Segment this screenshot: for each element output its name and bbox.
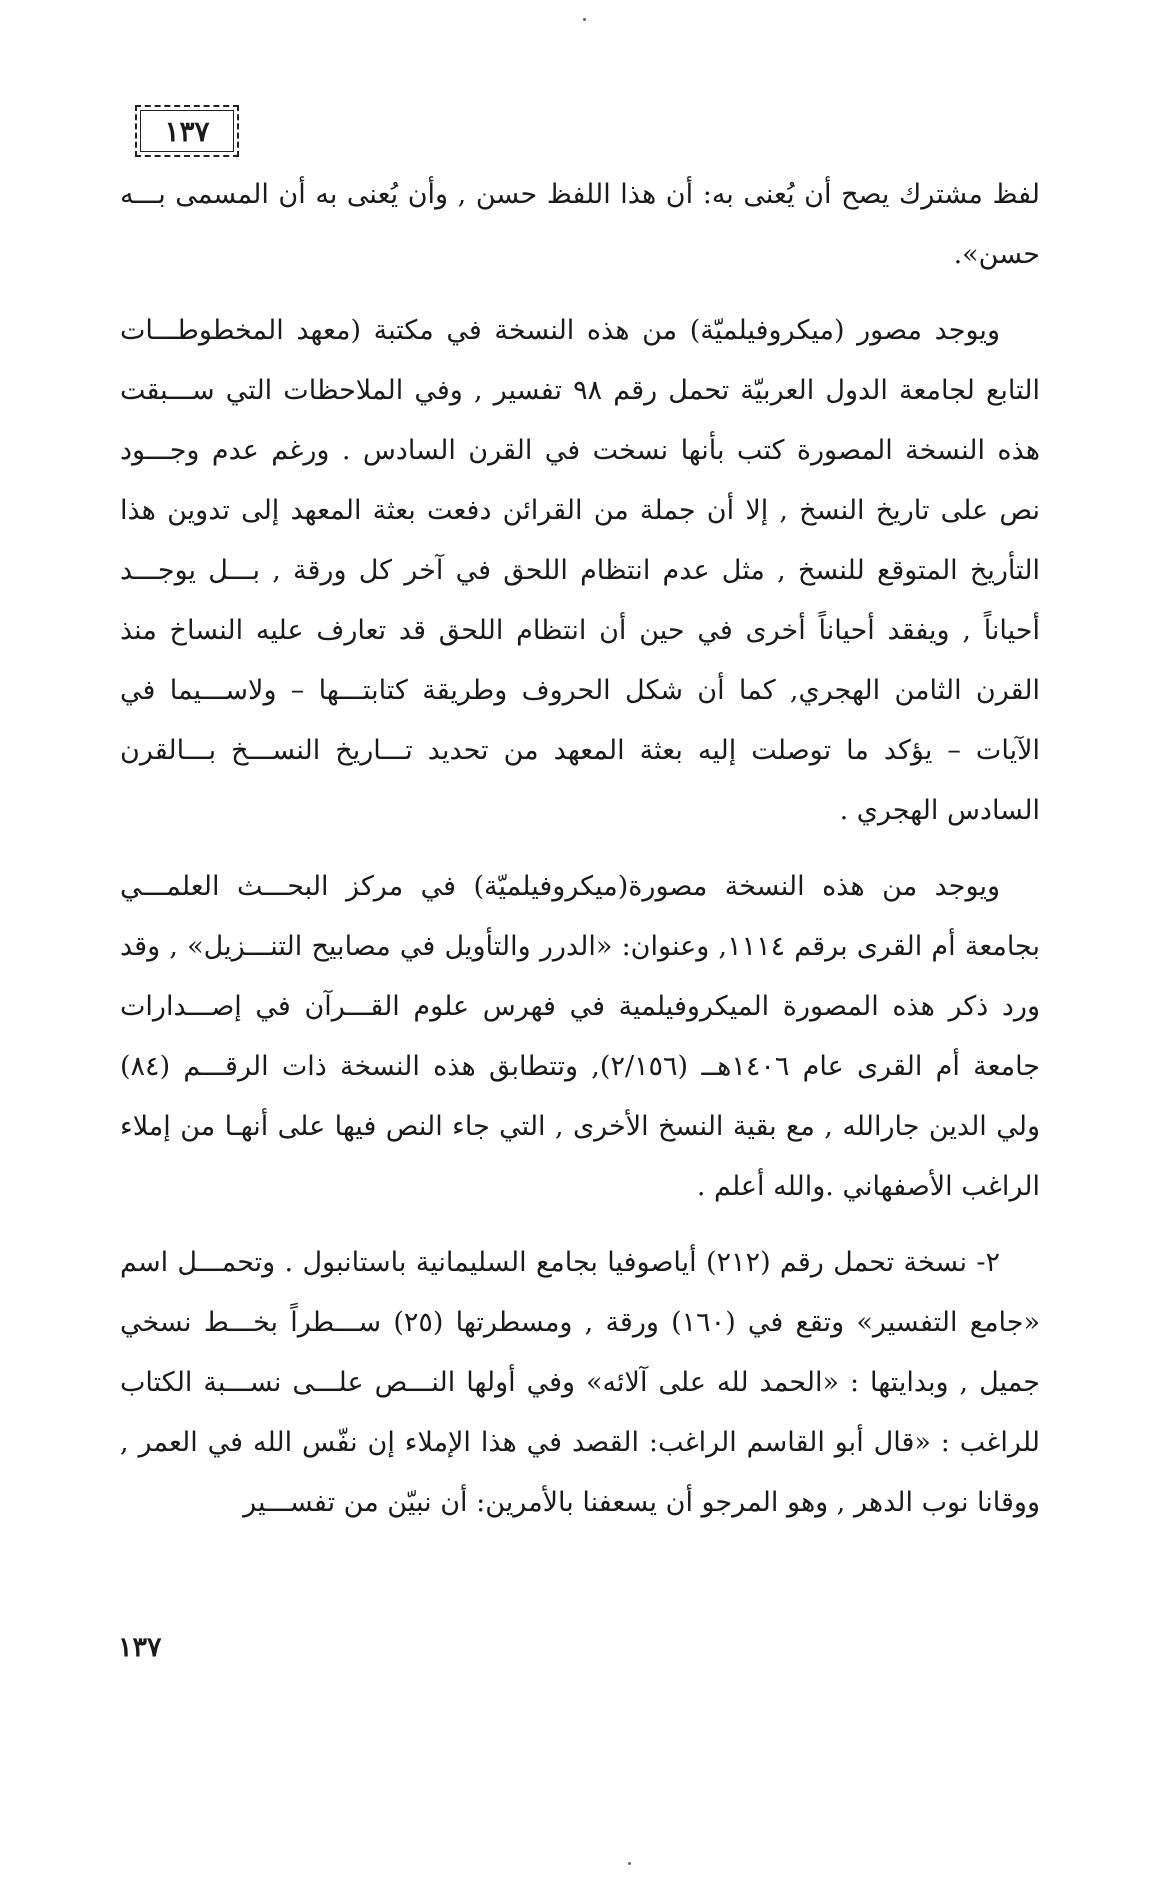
body-text [120, 165, 1040, 1549]
scan-speck [583, 18, 586, 21]
header-page-number-box [135, 105, 239, 157]
paragraph-2: ويوجد مصور (ميكروفيلميّة) من هذه النسخة في مكتبة (معهد المخطوطـــات التابع لجامعة الدول العربيّة تحمل رقم ٩٨ تفسير , وفي الملاحظات التي ســـبقت هذه النسخة المصورة كتب بأنها نسخت في القرن السادس . ورغم عدم وجـــود نص على تاريخ النسخ , إلا أن جملة من القرائن دفعت بعثة المعهد إلى تدوين هذا التأريخ المتوقع للنسخ , مثل عدم انتظام اللحق في آخر كل ورقة , بـــل يوجـــد أحياناً , ويفقد أحياناً أخرى في حين أن انتظام اللحق قد تعارف عليه النساخ منذ القرن الثامن الهجري, كما أن شكل الحروف وطريقة كتابتـــها – ولاســـيما في الآيات – يؤكد ما توصلت إليه بعثة المعهد من تحديد تـــاريخ النســـخ بـــالقرن السادس الهجري . [120, 315, 1040, 826]
scan-speck [628, 1862, 631, 1865]
header-page-number: ١٣٧ [164, 114, 210, 148]
footer-page-number: ١٣٧ [118, 1632, 162, 1663]
paragraph-3: ويوجد من هذه النسخة مصورة(ميكروفيلميّة) في مركز البحـــث العلمـــي بجامعة أم القرى برقم ١١١٤, وعنوان: «الدرر والتأويل في مصابيح التنـــزيل» , وقد ورد ذكر هذه المصورة الميكروفيلمية في فهرس علوم القـــرآن في إصـــدارات جامعة أم القرى عام ١٤٠٦هــ (٢/١٥٦), وتتطابق هذه النسخة ذات الرقـــم (٨٤) ولي الدين جارالله , مع بقية النسخ الأخرى , التي جاء النص فيها على أنهـا من إملاء الراغب الأصفهاني .والله أعلم . [120, 871, 1040, 1202]
paragraph-4: ٢- نسخة تحمل رقم (٢١٢) أياصوفيا بجامع السليمانية باستانبول . وتحمـــل اسم «جامع التفسير» وتقع في (١٦٠) ورقة , ومسطرتها (٢٥) ســـطراً بخـــط نسخي جميل , وبدايتها : «الحمد لله على آلائه» وفي أولها النـــص علـــى نســـبة الكتاب للراغب : «قال أبو القاسم الراغب: القصد في هذا الإملاء إن نفّس الله في العمر , ووقانا نوب الدهر , وهو المرجو أن يسعفنا بالأمرين: أن نبيّن من تفســـير [120, 1247, 1040, 1518]
paragraph-1: لفظ مشترك يصح أن يُعنى به: أن هذا اللفظ حسن , وأن يُعنى به أن المسمى بـــه حسن». [120, 179, 1040, 270]
